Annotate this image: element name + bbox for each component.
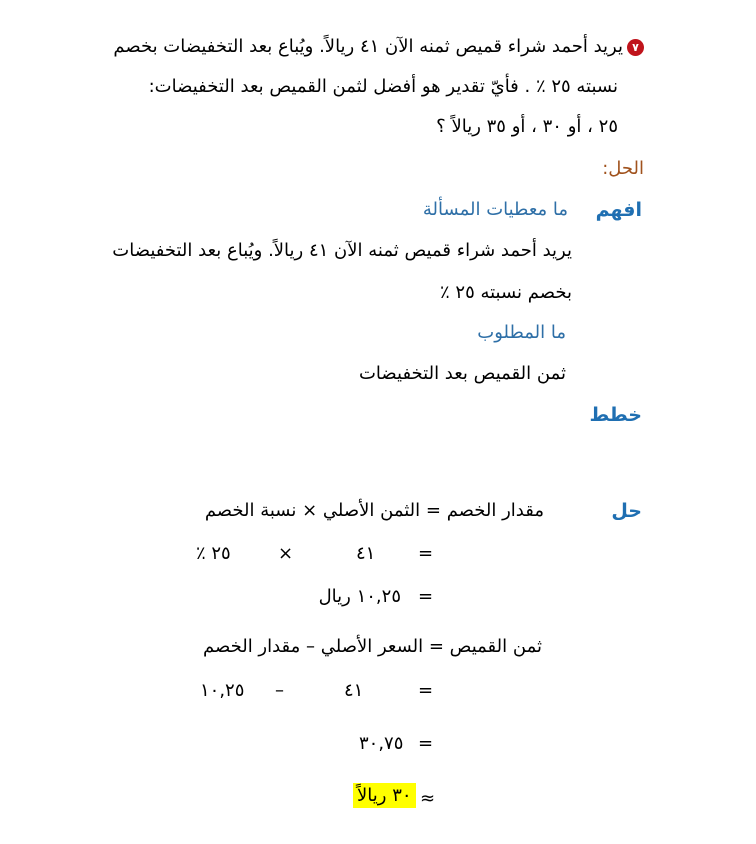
- question-line-2: نسبته ٢٥ ٪ . فأيّ تقدير هو أفضل لثمن القميص بعد التخفيضات:: [148, 76, 618, 97]
- formula-price: ثمن القميص = السعر الأصلي – مقدار الخصم: [203, 636, 542, 657]
- step1-times: ×: [278, 543, 294, 564]
- step4-equals: =: [418, 733, 434, 754]
- formula-discount: مقدار الخصم = الثمن الأصلي × نسبة الخصم: [204, 500, 544, 521]
- question-number-badge: ٧: [627, 39, 644, 56]
- final-approx: ≈: [420, 788, 436, 809]
- givens-line-1: يريد أحمد شراء قميص ثمنه الآن ٤١ ريالاً. ويُباع بعد التخفيضات: [112, 240, 572, 261]
- solution-label: الحل:: [602, 158, 644, 179]
- step2-equals: =: [418, 586, 434, 607]
- step3-minus: –: [275, 680, 284, 701]
- step3-equals: =: [418, 680, 434, 701]
- understand-heading: افهم: [595, 199, 642, 221]
- givens-label: ما معطيات المسألة: [422, 199, 568, 220]
- question-line-1: [113, 36, 644, 57]
- step1-equals: =: [418, 543, 434, 564]
- step1-price: ٤١: [356, 543, 376, 564]
- step4-result: ٣٠,٧٥: [359, 733, 404, 754]
- question-text-1: يريد أحمد شراء قميص ثمنه الآن ٤١ ريالاً. ويُباع بعد التخفيضات بخصم: [113, 36, 623, 57]
- solve-heading: حل: [611, 500, 642, 522]
- step3-price: ٤١: [344, 680, 364, 701]
- question-line-3: ٢٥ ، أو ٣٠ ، أو ٣٥ ريالاً ؟: [436, 116, 618, 137]
- plan-heading: خطط: [589, 404, 642, 426]
- givens-line-2: بخصم نسبته ٢٥ ٪: [440, 282, 572, 303]
- required-text: ثمن القميص بعد التخفيضات: [358, 363, 566, 384]
- final-answer: ٣٠ ريالاً: [353, 783, 416, 808]
- step1-percent: ٢٥ ٪: [196, 543, 231, 564]
- step3-discount: ١٠,٢٥: [200, 680, 245, 701]
- step2-discount-result: ١٠,٢٥ ريال: [318, 586, 401, 607]
- required-label: ما المطلوب: [477, 322, 566, 343]
